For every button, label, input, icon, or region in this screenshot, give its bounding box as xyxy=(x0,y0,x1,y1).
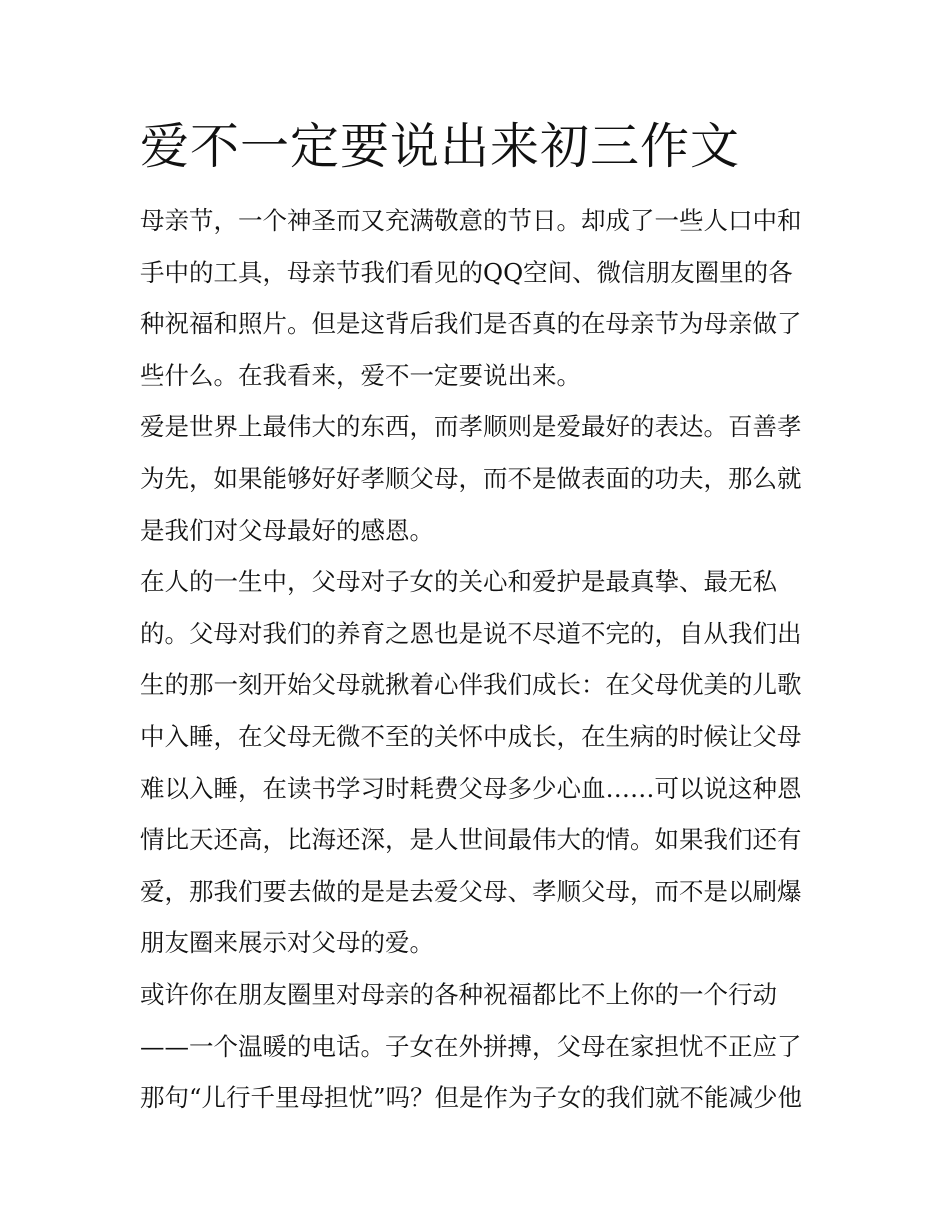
text-line: 母亲节，一个神圣而又充满敬意的节日。却成了一些人口中和 xyxy=(140,206,802,235)
text-line: 朋友圈来展示对父母的爱。 xyxy=(140,928,434,958)
text-line: 情比天还高，比海还深，是人世间最伟大的情。如果我们还有 xyxy=(140,825,802,855)
text-line: 生的那一刻开始父母就揪着心伴我们成长：在父母优美的儿歌 xyxy=(140,670,802,700)
document-title: 爱不一定要说出来初三作文 xyxy=(140,118,741,175)
text-line: 难以入睡，在读书学习时耗费父母多少心血……可以说这种恩 xyxy=(140,773,802,803)
text-line: 爱是世界上最伟大的东西，而孝顺则是爱最好的表达。百善孝 xyxy=(140,412,802,442)
text-line: 在人的一生中，父母对子女的关心和爱护是最真挚、最无私 xyxy=(140,567,777,597)
text-line: 种祝福和照片。但是这背后我们是否真的在母亲节为母亲做了 xyxy=(140,309,802,339)
text-line: 的。父母对我们的养育之恩也是说不尽道不完的，自从我们出 xyxy=(140,618,802,648)
text-line: ——一个温暖的电话。子女在外拼搏，父母在家担忧不正应了 xyxy=(140,1031,802,1061)
text-line: 或许你在朋友圈里对母亲的各种祝福都比不上你的一个行动 xyxy=(140,979,777,1009)
text-line: 手中的工具，母亲节我们看见的QQ空间、微信朋友圈里的各 xyxy=(140,257,793,287)
text-line: 是我们对父母最好的感恩。 xyxy=(140,515,434,545)
text-line: 中入睡，在父母无微不至的关怀中成长，在生病的时候让父母 xyxy=(140,721,802,751)
text-line: 爱，那我们要去做的是是去爱父母、孝顺父母，而不是以刷爆 xyxy=(140,876,802,906)
text-line: 那句“儿行千里母担忧”吗？但是作为子女的我们就不能减少他 xyxy=(140,1083,803,1113)
text-line: 为先，如果能够好好孝顺父母，而不是做表面的功夫，那么就 xyxy=(140,463,802,493)
text-line: 些什么。在我看来，爱不一定要说出来。 xyxy=(140,360,581,390)
essay-body xyxy=(140,195,820,1124)
